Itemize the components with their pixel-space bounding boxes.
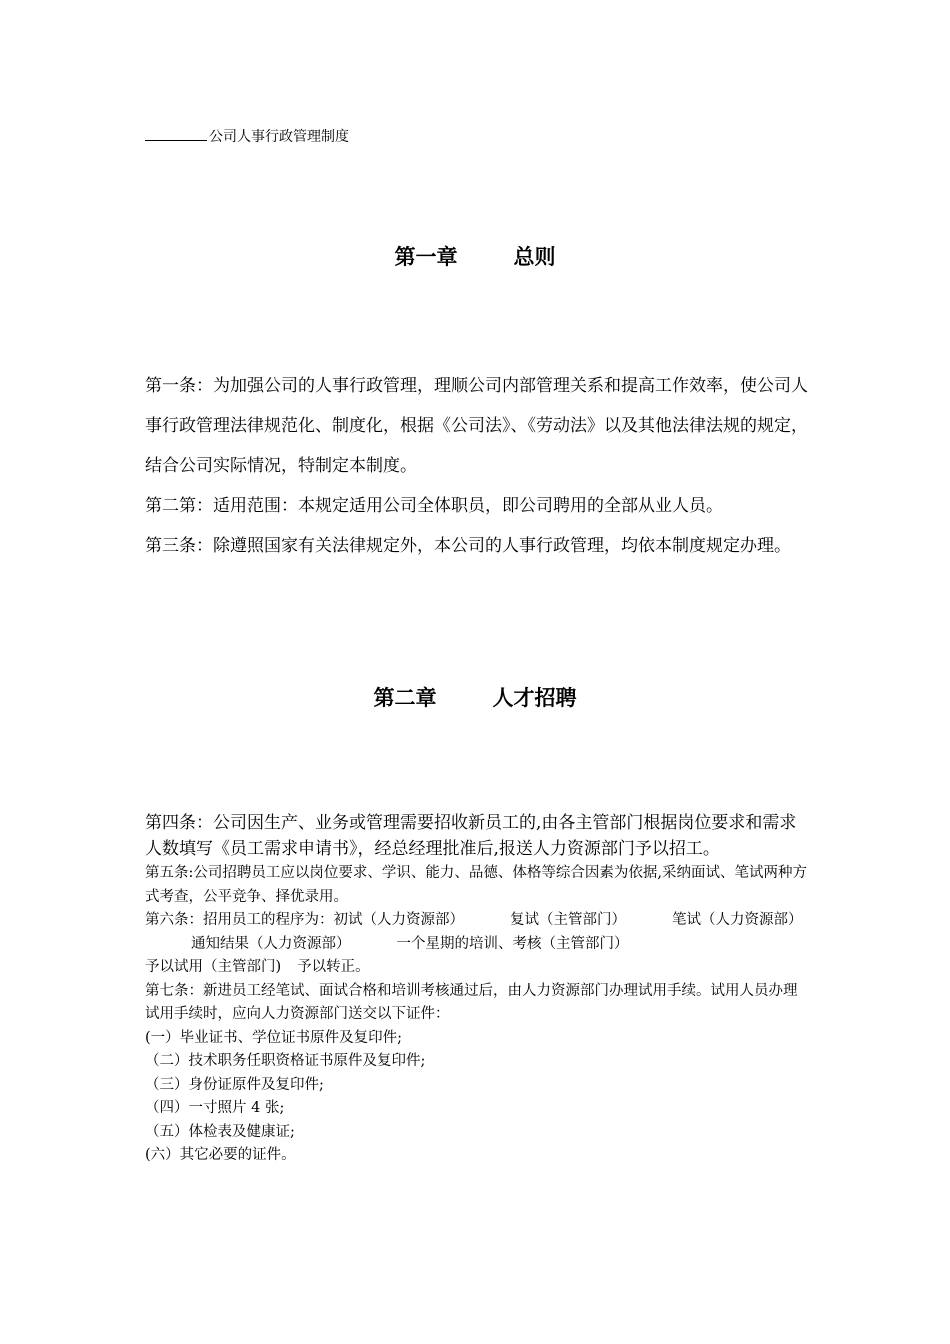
chapter-1-title: 总则 xyxy=(513,244,556,269)
chapter-2-title: 人才招聘 xyxy=(492,685,577,710)
document-item: （五）体检表及健康证; xyxy=(145,1123,295,1140)
article-4: 第四条：公司因生产、业务或管理需要招收新员工的,由各主管部门根据岗位要求和需求人数填写《员工需求申请书》，经总经理批准后,报送人力资源部门予以招工。 xyxy=(145,813,797,859)
article-6-step-6: 予以试用（主管部门) xyxy=(145,959,282,975)
article-6-intro: 第六条：招用员工的程序为：初试（人力资源部） xyxy=(145,912,464,928)
company-name-blank xyxy=(145,128,207,141)
article-6-step-5: 一个星期的培训、考核（主管部门） xyxy=(396,935,629,952)
document-item: （三）身份证原件及复印件; xyxy=(145,1076,324,1093)
article-6-step-4: 通知结果（人力资源部） xyxy=(191,935,351,952)
chapter-1-body xyxy=(145,366,810,566)
article-2: 第二第：适用范围：本规定适用公司全体职员，即公司聘用的全部从业人员。 xyxy=(145,496,723,516)
article-7: 第七条：新进员工经笔试、面试合格和培训考核通过后，由人力资源部门办理试用手续。试用人员办理试用手续时，应向人力资源部门送交以下证件： xyxy=(145,982,798,1022)
document-title-text: 公司人事行政管理制度 xyxy=(209,129,349,145)
chapter-1-heading xyxy=(0,242,950,272)
article-6-step-2: 复试（主管部门） xyxy=(510,912,626,928)
chapter-2-number: 第二章 xyxy=(373,685,437,710)
document-item: (一）毕业证书、学位证书原件及复印件; xyxy=(145,1029,403,1046)
article-6-step-3: 笔试（人力资源部） xyxy=(672,912,803,928)
document-item: （二）技术职务任职资格证书原件及复印件; xyxy=(145,1053,426,1069)
chapter-2-body xyxy=(145,810,810,1168)
article-1: 第一条：为加强公司的人事行政管理，理顺公司内部管理关系和提高工作效率，使公司人事行政管理法律规范化、制度化，根据《公司法》、《劳动法》以及其他法律法规的规定，结合公司实际情况，特制定本制度。 xyxy=(145,376,808,476)
article-6-step-7: 予以转正。 xyxy=(297,959,370,975)
document-item: （四）一寸照片 4 张; xyxy=(145,1100,285,1116)
chapter-1-number: 第一章 xyxy=(394,244,458,269)
article-6 xyxy=(145,909,810,980)
document-title xyxy=(145,127,349,147)
article-5: 第五条:公司招聘员工应以岗位要求、学识、能力、品德、体格等综合因素为依据,采纳面试、笔试两种方式考查，公平竞争、择优录用。 xyxy=(145,865,807,905)
chapter-2-heading xyxy=(0,683,950,713)
article-3: 第三条：除遵照国家有关法律规定外，本公司的人事行政管理，均依本制度规定办理。 xyxy=(145,536,791,556)
document-item: (六）其它必要的证件。 xyxy=(145,1147,296,1163)
